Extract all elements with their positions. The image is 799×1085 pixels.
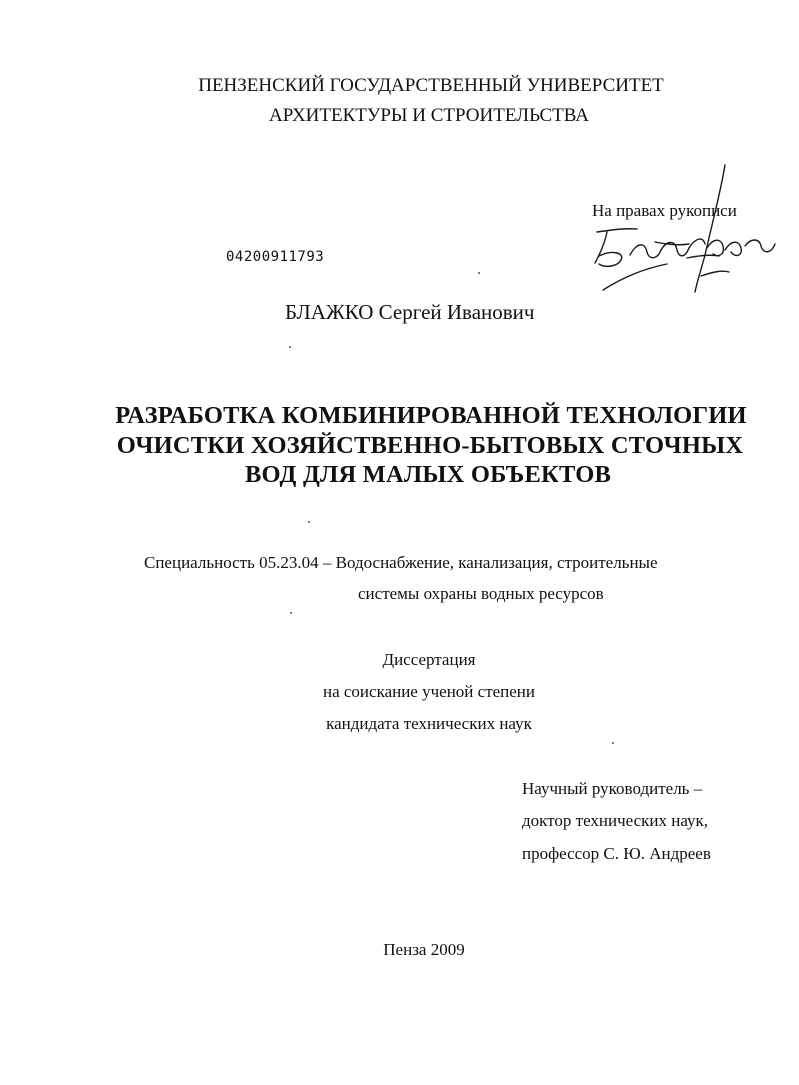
dissertation-title-line3: ВОД ДЛЯ МАЛЫХ ОБЪЕКТОВ (244, 461, 612, 488)
degree-line1: Диссертация (382, 650, 476, 669)
advisor-line2: доктор технических наук, (522, 811, 709, 830)
specialty-line1: Специальность 05.23.04 – Водоснабжение, канализация, строительные (144, 553, 658, 572)
advisor-line3: профессор С. Ю. Андреев (522, 844, 711, 863)
university-name-line2: АРХИТЕКТУРЫ И СТРОИТЕЛЬСТВА (269, 105, 589, 126)
advisor-line1: Научный руководитель – (522, 779, 703, 798)
manuscript-note: На правах рукописи (592, 201, 737, 220)
scan-speck (478, 272, 480, 274)
scan-speck (290, 612, 292, 614)
scan-speck (289, 346, 291, 348)
scan-speck (308, 521, 310, 523)
author-name: БЛАЖКО Сергей Иванович (285, 300, 535, 324)
degree-line3: кандидата технических наук (326, 714, 532, 733)
specialty-line2: системы охраны водных ресурсов (358, 584, 604, 603)
dissertation-title-line1: РАЗРАБОТКА КОМБИНИРОВАННОЙ ТЕХНОЛОГИИ (115, 402, 747, 429)
university-name-line1: ПЕНЗЕНСКИЙ ГОСУДАРСТВЕННЫЙ УНИВЕРСИТЕТ (198, 75, 664, 96)
dissertation-title-line2: ОЧИСТКИ ХОЗЯЙСТВЕННО-БЫТОВЫХ СТОЧНЫХ (116, 432, 744, 459)
scan-speck (612, 742, 614, 744)
signature-text: Блажко (585, 160, 589, 161)
author-signature (585, 160, 785, 295)
city-year: Пенза 2009 (383, 940, 465, 959)
degree-line2: на соискание ученой степени (322, 682, 536, 701)
catalog-number: 04200911793 (226, 249, 325, 265)
